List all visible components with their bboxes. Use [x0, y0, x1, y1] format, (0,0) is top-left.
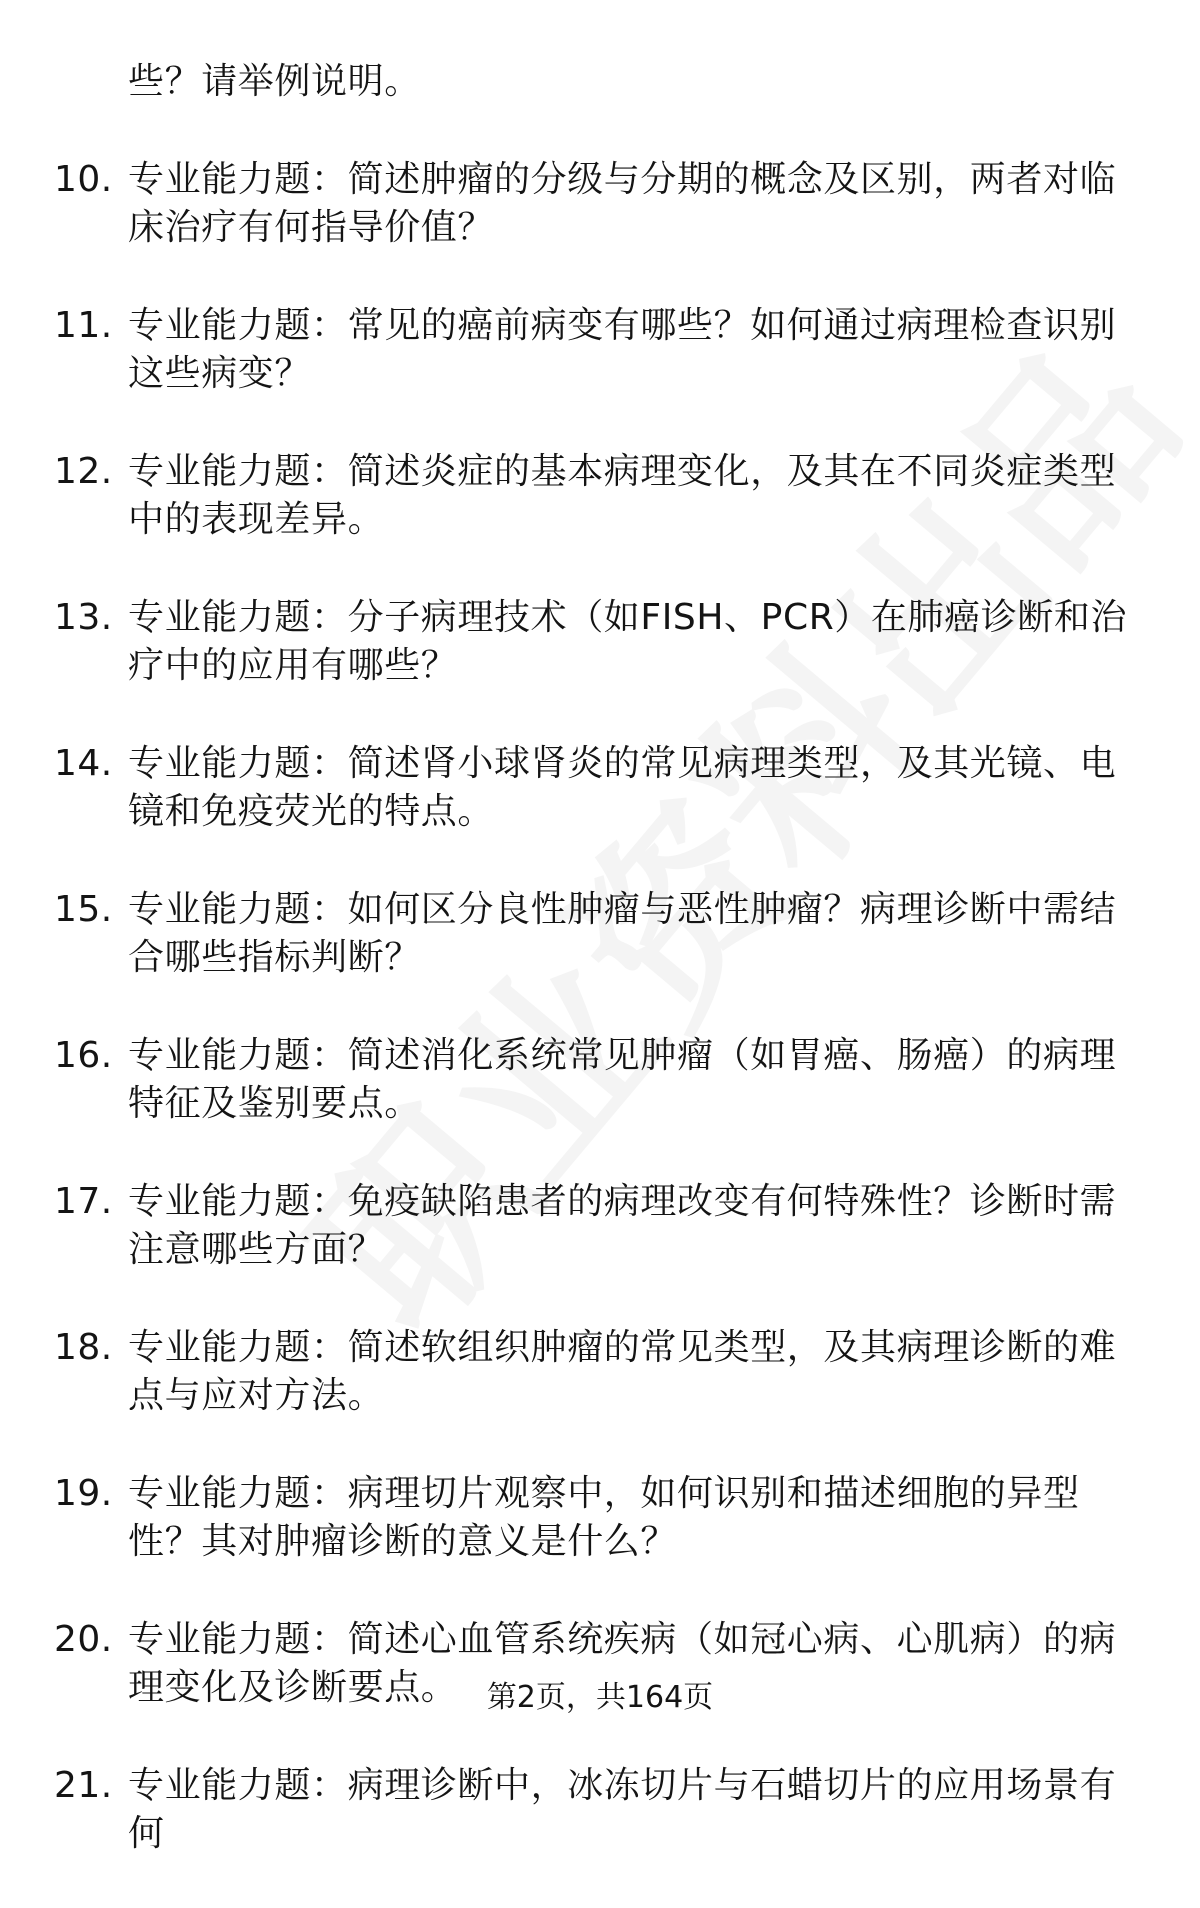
question-number: 15. [54, 889, 113, 930]
question-text: 专业能力题：简述心血管系统疾病（如冠心病、心肌病）的病理变化及诊断要点。 [128, 1619, 1117, 1708]
question-number: 13. [54, 597, 113, 638]
list-item [0, 156, 1200, 252]
question-number: 16. [54, 1035, 113, 1076]
question-text: 专业能力题：常见的癌前病变有哪些？如何通过病理检查识别这些病变？ [128, 305, 1117, 394]
page-footer: 第2页，共164页 [486, 1680, 714, 1715]
question-number: 12. [54, 451, 113, 492]
question-text: 专业能力题：简述软组织肿瘤的常见类型，及其病理诊断的难点与应对方法。 [128, 1327, 1117, 1416]
list-item [0, 1762, 1200, 1858]
list-item [0, 886, 1200, 982]
list-item [0, 448, 1200, 544]
question-text: 专业能力题：病理切片观察中，如何识别和描述细胞的异型性？其对肿瘤诊断的意义是什么？ [128, 1473, 1080, 1562]
question-text: 专业能力题：分子病理技术（如FISH、PCR）在肺癌诊断和治疗中的应用有哪些？ [128, 597, 1128, 686]
question-number: 10. [54, 159, 113, 200]
list-item [0, 1470, 1200, 1566]
question-number: 14. [54, 743, 113, 784]
list-item [0, 302, 1200, 398]
list-item [0, 1324, 1200, 1420]
question-number: 11. [54, 305, 113, 346]
question-list [0, 58, 1200, 1908]
list-item [0, 740, 1200, 836]
list-item [0, 1032, 1200, 1128]
question-text: 专业能力题：简述肾小球肾炎的常见病理类型，及其光镜、电镜和免疫荧光的特点。 [128, 743, 1117, 832]
question-text: 专业能力题：免疫缺陷患者的病理改变有何特殊性？诊断时需注意哪些方面？ [128, 1181, 1117, 1270]
question-number: 17. [54, 1181, 113, 1222]
question-text: 专业能力题：病理诊断中，冰冻切片与石蜡切片的应用场景有何 [128, 1765, 1117, 1854]
question-text: 专业能力题：简述肿瘤的分级与分期的概念及区别，两者对临床治疗有何指导价值？ [128, 159, 1117, 248]
question-number: 20. [54, 1619, 113, 1660]
question-number: 19. [54, 1473, 113, 1514]
list-item [0, 594, 1200, 690]
question-number: 18. [54, 1327, 113, 1368]
question-number: 21. [54, 1765, 113, 1806]
question-text: 专业能力题：如何区分良性肿瘤与恶性肿瘤？病理诊断中需结合哪些指标判断？ [128, 889, 1117, 978]
list-item [0, 1178, 1200, 1274]
continuation-item [0, 58, 1200, 106]
continuation-text: 些？请举例说明。 [128, 61, 421, 102]
question-text: 专业能力题：简述消化系统常见肿瘤（如胃癌、肠癌）的病理特征及鉴别要点。 [128, 1035, 1117, 1124]
question-text: 专业能力题：简述炎症的基本病理变化，及其在不同炎症类型中的表现差异。 [128, 451, 1117, 540]
